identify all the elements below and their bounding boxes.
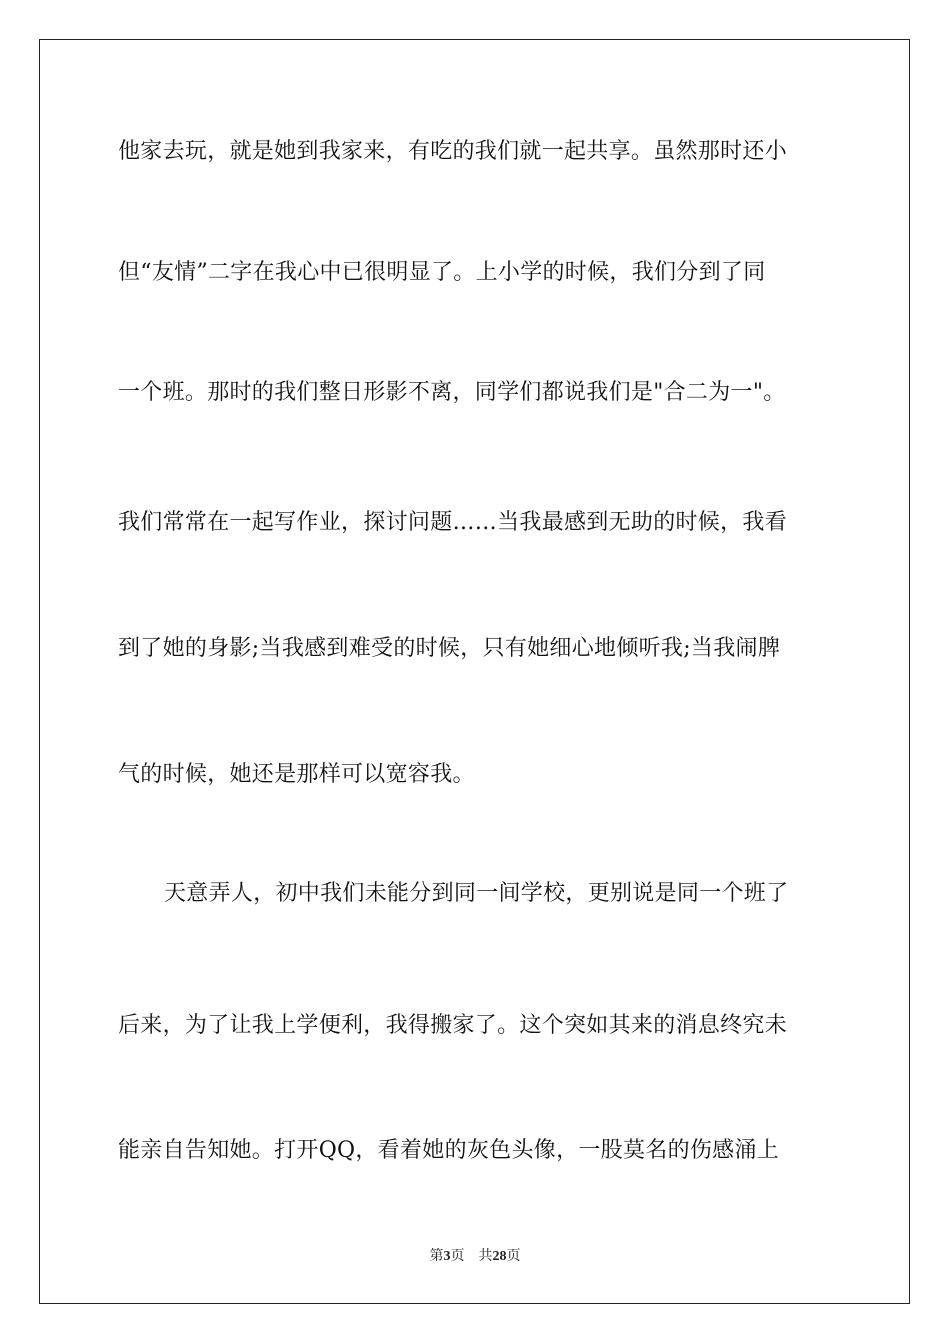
- page-footer: [0, 1245, 950, 1265]
- paragraph-2-line-3: 能亲自告知她。打开QQ，看着她的灰色头像，一股莫名的伤感涌上: [118, 1138, 780, 1163]
- footer-page-suffix: 页: [450, 1249, 465, 1264]
- page-border: [39, 39, 910, 1304]
- body-line-5: 到了她的身影;当我感到难受的时候，只有她细心地倾听我;当我闹脾: [118, 636, 781, 661]
- paragraph-2-line-2: 后来，为了让我上学便利，我得搬家了。这个突如其来的消息终究未: [118, 1013, 788, 1038]
- footer-total-prefix: 共: [478, 1249, 493, 1264]
- body-line-6: 气的时候，她还是那样可以宽容我。: [118, 762, 475, 787]
- footer-total-suffix: 页: [506, 1249, 521, 1264]
- paragraph-2-line-1: 天意弄人，初中我们未能分到同一间学校，更别说是同一个班了: [164, 881, 789, 906]
- body-line-2: 但“友情”二字在我心中已很明显了。上小学的时候，我们分到了同: [118, 260, 766, 285]
- footer-page-number: 3: [443, 1249, 451, 1264]
- body-line-4: 我们常常在一起写作业，探讨问题……当我最感到无助的时候，我看: [118, 510, 788, 535]
- footer-page-prefix: 第: [429, 1249, 444, 1264]
- body-line-1: 他家去玩，就是她到我家来，有吃的我们就一起共享。虽然那时还小: [118, 139, 788, 164]
- footer-total-pages: 28: [492, 1249, 507, 1264]
- body-line-3: 一个班。那时的我们整日形影不离，同学们都说我们是"合二为一"。: [118, 380, 786, 405]
